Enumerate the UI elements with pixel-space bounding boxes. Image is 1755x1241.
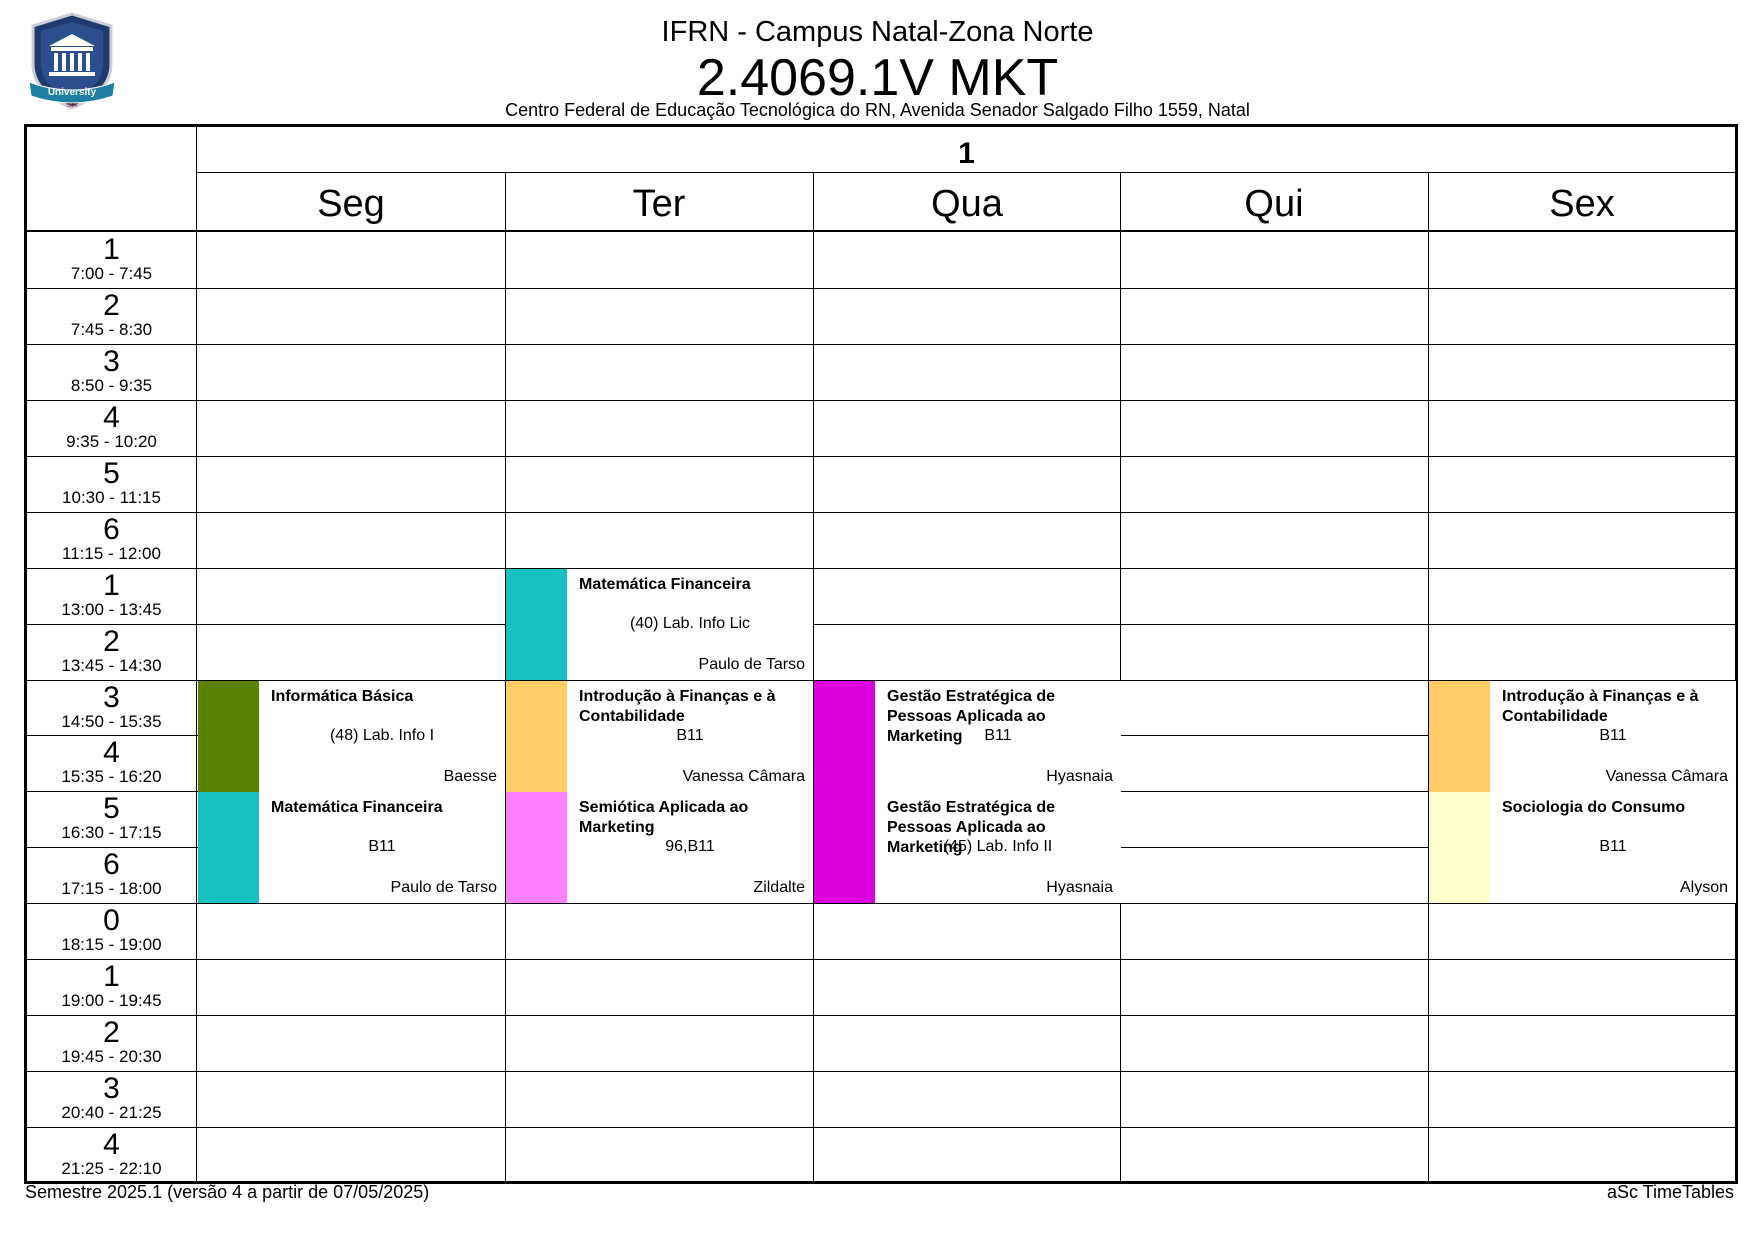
period-number: 3 (103, 345, 120, 378)
period-time: 13:45 - 14:30 (61, 656, 162, 675)
lesson-subject: Matemática Financeira (271, 799, 443, 816)
lesson-teacher: Paulo de Tarso (390, 879, 497, 896)
period-time: 19:45 - 20:30 (61, 1047, 162, 1066)
row-divider (27, 959, 1735, 960)
period-label (27, 400, 196, 456)
period-number: 2 (103, 625, 120, 658)
lesson-room: (48) Lab. Info I (329, 727, 435, 744)
period-label (27, 232, 196, 288)
period-number: 3 (103, 681, 120, 714)
period-label (27, 847, 196, 903)
lesson-subject: Matemática Financeira (579, 576, 751, 593)
day-header: Ter (632, 183, 686, 225)
period-label (27, 568, 196, 624)
period-number: 2 (103, 289, 120, 322)
row-divider (27, 624, 1735, 625)
day-header: Sex (1549, 183, 1615, 225)
class-title: 2.4069.1V MKT (696, 49, 1059, 107)
lesson-card[interactable] (1429, 792, 1736, 903)
lesson-card[interactable] (814, 792, 1121, 903)
lesson-subject: Informática Básica (271, 688, 414, 705)
period-time: 14:50 - 15:35 (61, 712, 162, 731)
lesson-room: 96,B11 (665, 838, 715, 855)
period-label (27, 456, 196, 512)
lesson-card[interactable] (814, 681, 1121, 792)
institution-address: Centro Federal de Educação Tecnológica do RN, Avenida Senador Salgado Filho 1559, Natal (505, 100, 1250, 120)
period-time: 20:40 - 21:25 (61, 1103, 162, 1122)
period-time: 8:50 - 9:35 (70, 376, 153, 395)
row-divider (27, 568, 1735, 569)
subject-color-strip (506, 569, 567, 680)
lesson-room: B11 (984, 727, 1012, 744)
svg-text:University: University (47, 87, 97, 98)
column-divider (813, 172, 814, 1181)
period-label (27, 735, 196, 791)
period-number: 4 (103, 736, 120, 769)
row-divider (27, 1015, 1735, 1016)
svg-text:ISC4: ISC4 (66, 103, 78, 109)
subject-color-strip (506, 792, 567, 903)
period-number: 6 (103, 513, 120, 546)
subject-color-strip (814, 681, 875, 792)
period-number: 1 (103, 960, 120, 993)
lesson-card[interactable] (506, 792, 813, 903)
period-number: 1 (103, 569, 120, 602)
day-header: Qua (931, 183, 1003, 225)
subject-color-strip (198, 792, 259, 903)
lesson-card[interactable] (506, 569, 813, 680)
row-divider (196, 172, 1735, 173)
period-label (27, 903, 196, 959)
row-divider (27, 456, 1735, 457)
period-number: 3 (103, 1072, 120, 1105)
period-label (27, 1071, 196, 1127)
period-number: 2 (103, 1016, 120, 1049)
lesson-teacher: Vanessa Câmara (682, 768, 805, 785)
row-divider (27, 1127, 1735, 1128)
period-label (27, 1127, 196, 1183)
period-number: 0 (103, 904, 120, 937)
period-number: 4 (103, 1128, 120, 1161)
row-divider (27, 1071, 1735, 1072)
lesson-room: B11 (368, 838, 396, 855)
row-divider (27, 344, 1735, 345)
lesson-teacher: Baesse (443, 768, 497, 785)
lesson-subject: Introdução à Finanças e à Contabilidade (1502, 688, 1699, 725)
period-number: 5 (103, 792, 120, 825)
lesson-teacher: Alyson (1679, 879, 1728, 896)
period-time: 17:15 - 18:00 (61, 879, 162, 898)
lesson-teacher: Vanessa Câmara (1605, 768, 1728, 785)
lesson-card[interactable] (198, 792, 505, 903)
period-time: 15:35 - 16:20 (61, 767, 162, 786)
period-time: 11:15 - 12:00 (62, 544, 161, 563)
lesson-room: B11 (1599, 727, 1627, 744)
period-number: 4 (103, 401, 120, 434)
period-time: 7:45 - 8:30 (70, 320, 153, 339)
period-time: 13:00 - 13:45 (61, 600, 162, 619)
column-divider (196, 127, 197, 1181)
lesson-teacher: Zildalte (753, 879, 805, 896)
lesson-subject: Introdução à Finanças e à Contabilidade (579, 688, 776, 725)
lesson-subject: Gestão Estratégica de Pessoas Aplicada ao Marketing (887, 688, 1056, 745)
software-credit: aSc TimeTables (1606, 1182, 1734, 1202)
semester-info: Semestre 2025.1 (versão 4 a partir de 07/05/2025) (25, 1182, 430, 1202)
column-divider (1428, 172, 1429, 1181)
period-label (27, 512, 196, 568)
subject-color-strip (1429, 792, 1490, 903)
day-header: Seg (317, 183, 385, 225)
campus-name: IFRN - Campus Natal-Zona Norte (661, 16, 1094, 48)
header-divider (27, 230, 1735, 232)
row-divider (27, 400, 1735, 401)
lesson-room: (40) Lab. Info Lic (629, 615, 751, 632)
subject-color-strip (506, 681, 567, 792)
lesson-room: B11 (676, 727, 704, 744)
subject-color-strip (198, 681, 259, 792)
subject-color-strip (814, 792, 875, 903)
lesson-teacher: Hyasnaia (1046, 768, 1113, 785)
period-time: 19:00 - 19:45 (61, 991, 162, 1010)
lesson-room: (45) Lab. Info II (943, 838, 1053, 855)
lesson-card[interactable] (506, 681, 813, 792)
lesson-room: B11 (1599, 838, 1627, 855)
period-number: 6 (103, 848, 120, 881)
period-time: 18:15 - 19:00 (61, 935, 162, 954)
week-number: 1 (958, 137, 975, 170)
lesson-subject: Semiótica Aplicada ao Marketing (579, 799, 749, 836)
timetable-grid (24, 124, 1738, 1184)
day-header: Qui (1244, 183, 1304, 225)
period-label (27, 288, 196, 344)
period-label (27, 959, 196, 1015)
period-label (27, 791, 196, 847)
lesson-teacher: Paulo de Tarso (698, 656, 805, 673)
period-time: 7:00 - 7:45 (70, 264, 153, 283)
row-divider (27, 288, 1735, 289)
lesson-card[interactable] (1429, 681, 1736, 792)
period-label (27, 680, 196, 736)
row-divider (27, 512, 1735, 513)
lesson-subject: Gestão Estratégica de Pessoas Aplicada ao Marketing (887, 799, 1056, 856)
period-label (27, 1015, 196, 1071)
period-time: 21:25 - 22:10 (61, 1159, 162, 1178)
period-time: 16:30 - 17:15 (61, 823, 162, 842)
row-divider (27, 903, 1735, 904)
period-time: 9:35 - 10:20 (66, 432, 157, 451)
lesson-card[interactable] (198, 681, 505, 792)
column-divider (1120, 172, 1121, 1181)
subject-color-strip (1429, 681, 1490, 792)
period-label (27, 624, 196, 680)
lesson-subject: Sociologia do Consumo (1502, 799, 1686, 816)
period-number: 5 (103, 457, 120, 490)
period-label (27, 344, 196, 400)
period-time: 10:30 - 11:15 (62, 488, 161, 507)
lesson-teacher: Hyasnaia (1046, 879, 1113, 896)
period-number: 1 (103, 233, 120, 266)
